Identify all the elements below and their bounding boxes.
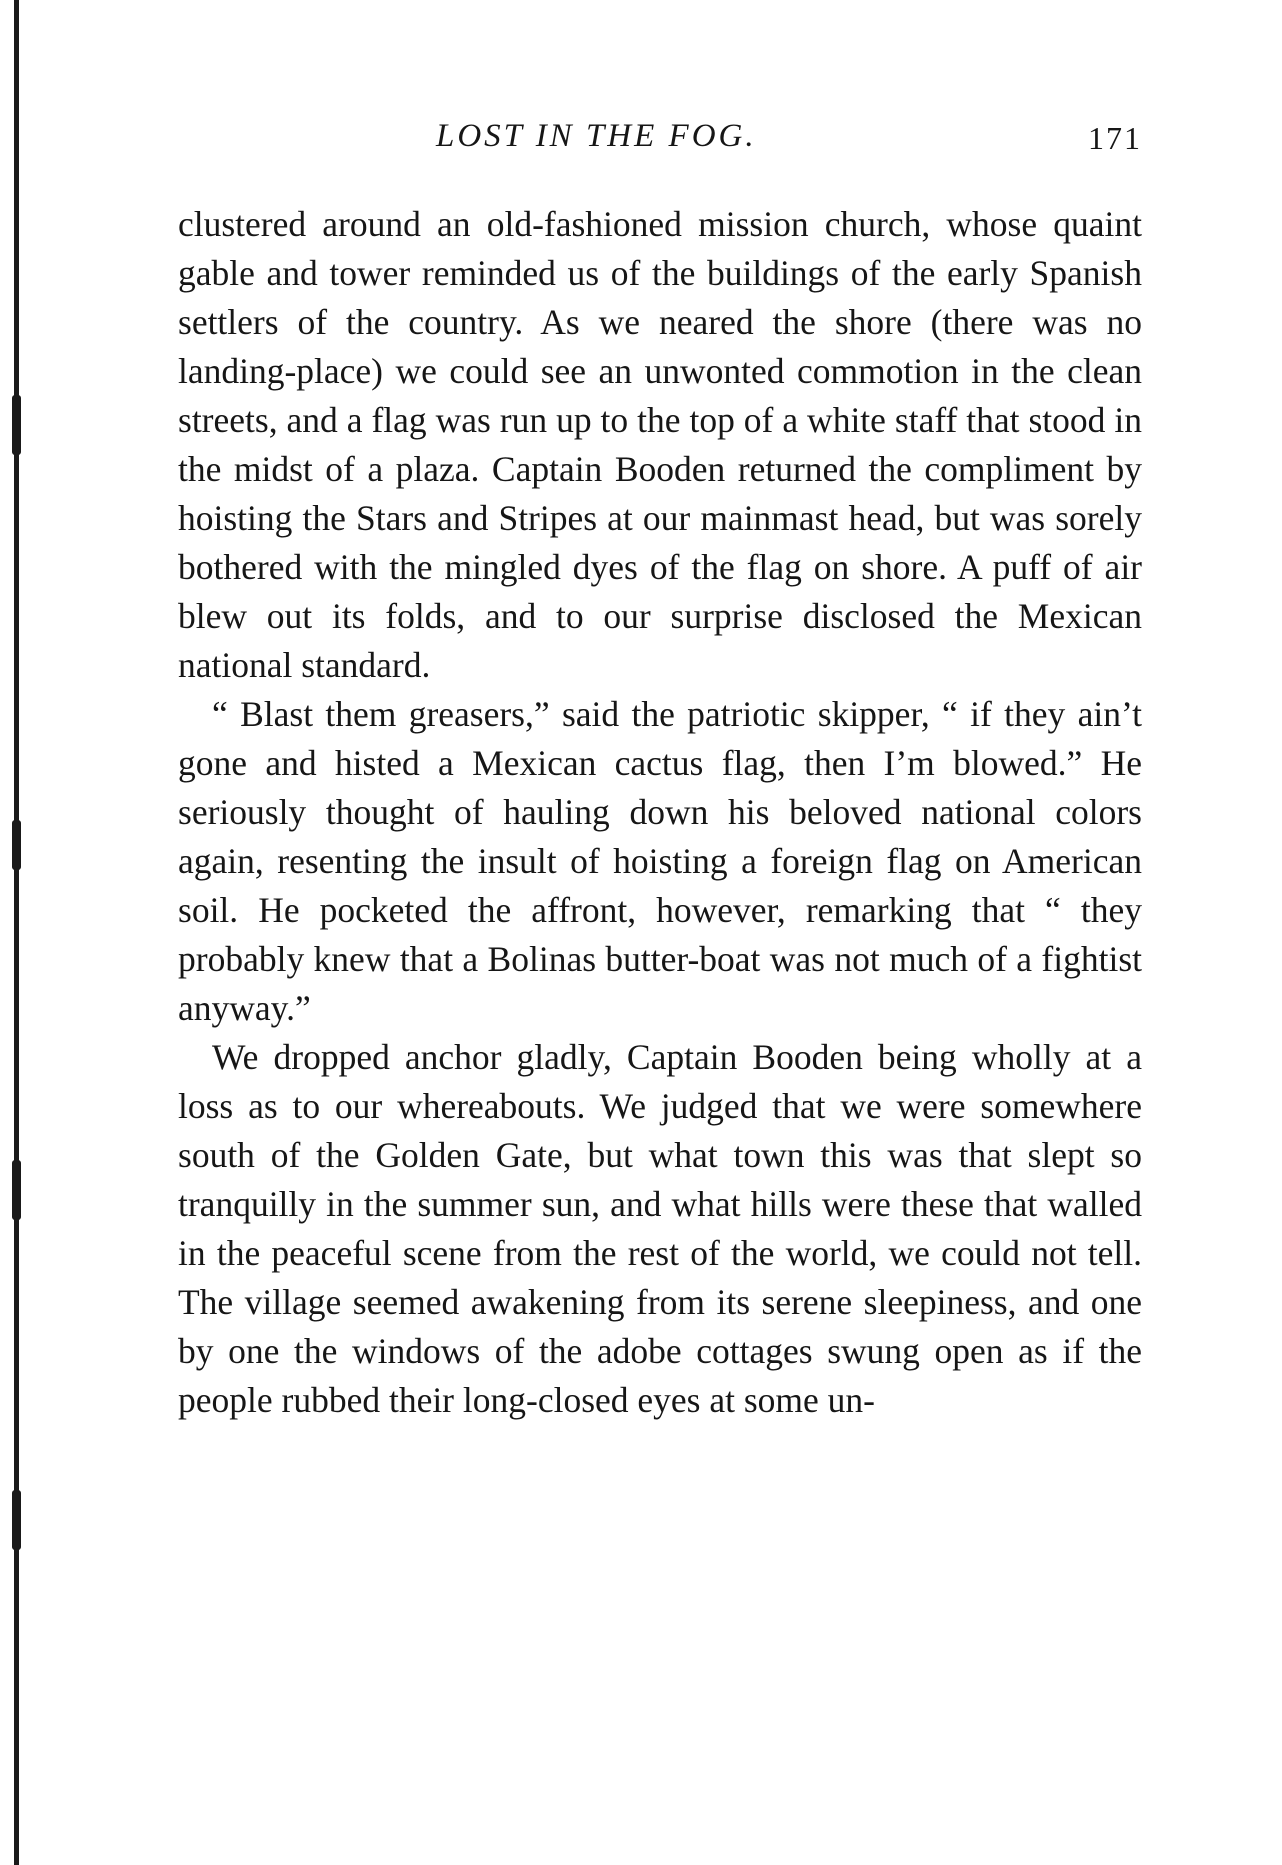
running-head: LOST IN THE FOG. <box>436 118 757 154</box>
paragraph: We dropped anchor gladly, Captain Booden being wholly at a loss as to our whereabouts. We judged that we were somewhere south of the Golden Gate, but what town this was that slept so tranquilly in the summer sun, and what hills were these that walled in the peaceful scene from the rest of the world, we could not tell. The village seemed awakening from its serene sleepiness, and one by one the windows of the adobe cottages swung open as if the people rubbed their long-closed eyes at some un- <box>178 1037 1142 1420</box>
binding-mark <box>12 820 21 870</box>
paragraph: “ Blast them greasers,” said the patriotic skipper, “ if they ain’t gone and histed a Mexican cactus flag, then I’m blowed.” He seriously thought of hauling down his beloved national colors again, resenting the insult of hoisting a foreign flag on American soil. He pocketed the affront, however, remarking that “ they probably knew that a Bolinas butter-boat was not much of a fightist anyway.” <box>178 694 1142 1028</box>
binding-mark <box>12 1160 21 1220</box>
page-header <box>178 118 1142 168</box>
paragraph: clustered around an old-fashioned mission church, whose quaint gable and tower reminded us of the buildings of the early Spanish settlers of the country. As we neared the shore (there was no landing-place) we could see an unwonted commotion in the clean streets, and a flag was run up to the top of a white staff that stood in the midst of a plaza. Captain Booden returned the compliment by hoisting the Stars and Stripes at our mainmast head, but was sorely bothered with the mingled dyes of the flag on shore. A puff of air blew out its folds, and to our surprise disclosed the Mexican national standard. <box>178 204 1142 685</box>
binding-mark <box>12 1490 21 1550</box>
page-binding-edge <box>14 0 19 1865</box>
body-text <box>178 200 1142 1425</box>
page-number: 171 <box>1088 120 1142 156</box>
binding-mark <box>12 395 21 455</box>
